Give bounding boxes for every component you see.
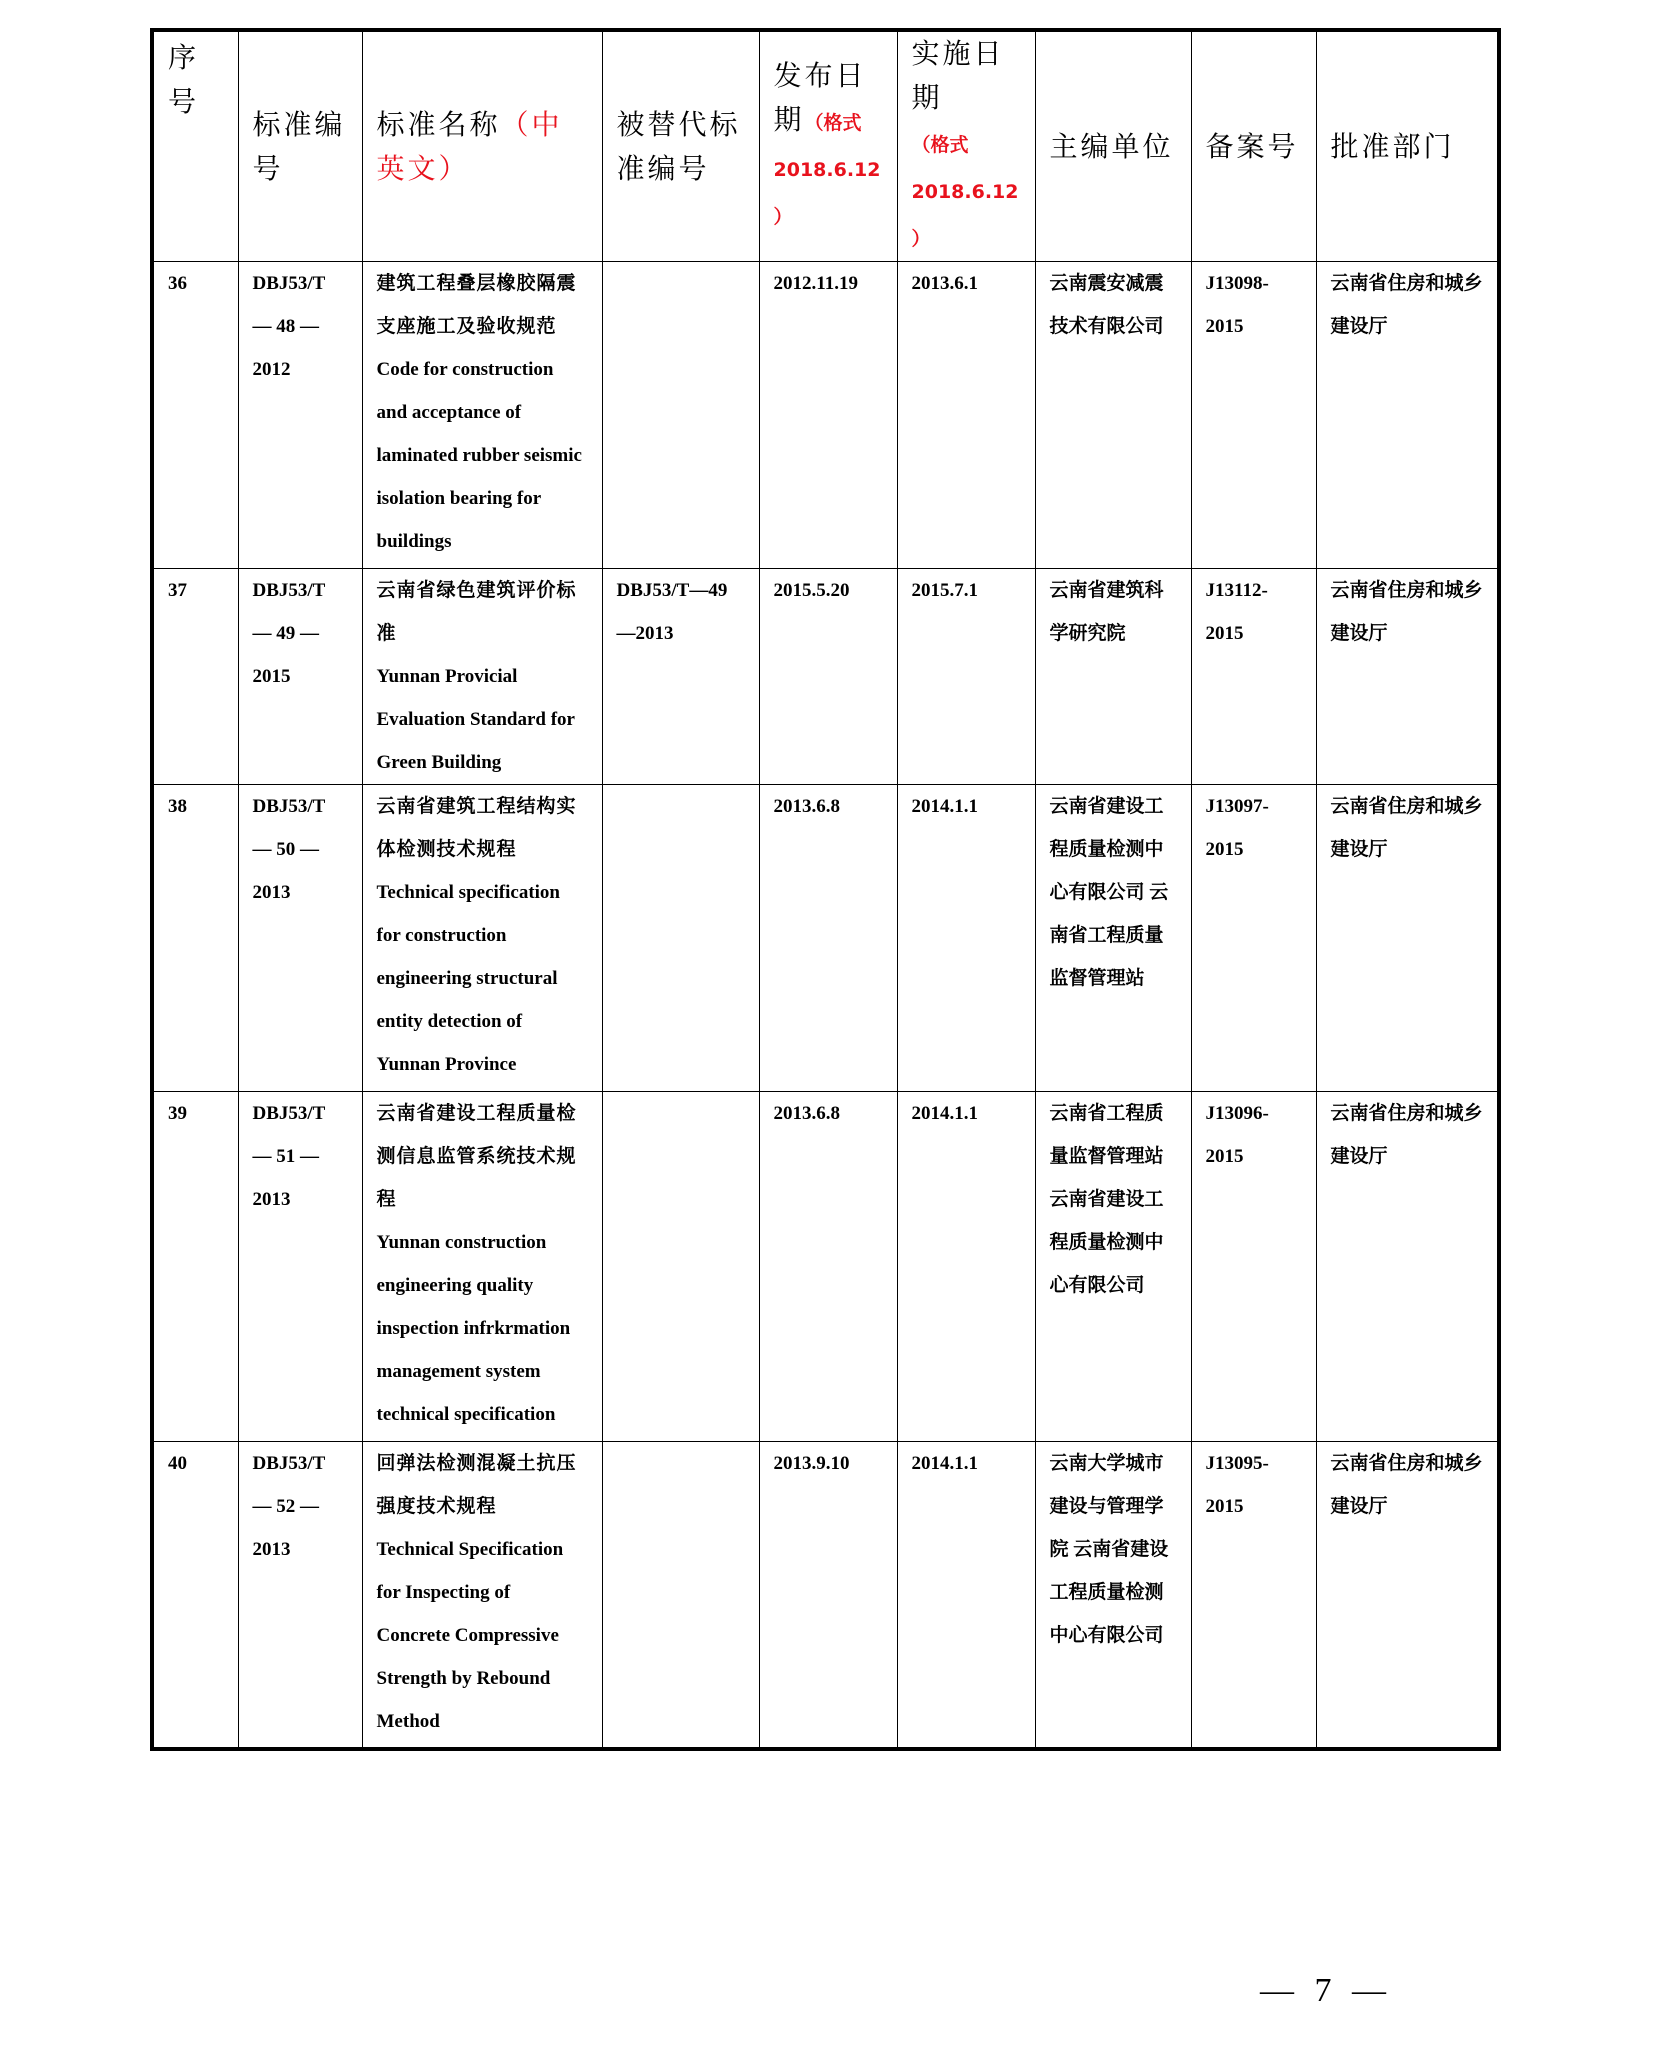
header-implement-label: 实施日期 xyxy=(911,37,1005,114)
name-en: Technical Specification for Inspecting of Concrete Compressive Strength by Rebound Method xyxy=(376,1539,564,1732)
replaced-cell: DBJ53/T—49—2013 xyxy=(602,569,759,785)
seq-cell: 39 xyxy=(152,1092,238,1442)
header-implement-note: （格式2018.6.12） xyxy=(911,134,1019,250)
replaced-cell xyxy=(602,1442,759,1749)
seq-cell: 36 xyxy=(152,262,238,569)
header-editor: 主编单位 xyxy=(1035,30,1191,262)
code-cell xyxy=(238,1442,362,1749)
code-cell xyxy=(238,1092,362,1442)
seq-cell: 37 xyxy=(152,569,238,785)
code-cell xyxy=(238,262,362,569)
editor-cell: 云南省建设工程质量检测中心有限公司 云南省工程质量监督管理站 xyxy=(1035,785,1191,1092)
record-cell: J13112-2015 xyxy=(1191,569,1316,785)
code-line: DBJ53/T xyxy=(252,796,326,817)
implement-cell: 2014.1.1 xyxy=(897,1092,1035,1442)
code-cell xyxy=(238,569,362,785)
table-row xyxy=(152,569,1499,785)
name-cn: 回弹法检测混凝土抗压强度技术规程 xyxy=(376,1452,577,1517)
publish-cell: 2015.5.20 xyxy=(759,569,897,785)
header-code: 标准编号 xyxy=(238,30,362,262)
name-cell xyxy=(362,569,602,785)
code-line: 2013 xyxy=(252,882,291,903)
publish-cell: 2012.11.19 xyxy=(759,262,897,569)
code-line: — 48 — xyxy=(252,316,319,337)
name-cn: 建筑工程叠层橡胶隔震支座施工及验收规范 xyxy=(376,272,577,337)
approver-cell: 云南省住房和城乡建设厅 xyxy=(1316,785,1499,1092)
record-cell: J13098-2015 xyxy=(1191,262,1316,569)
standards-table xyxy=(150,28,1501,1751)
name-en: Technical specification for construction engineering structural entity detection of Yunnan Province xyxy=(376,882,560,1075)
publish-cell: 2013.9.10 xyxy=(759,1442,897,1749)
replaced-cell xyxy=(602,262,759,569)
name-cn: 云南省绿色建筑评价标准 xyxy=(376,579,577,644)
record-cell: J13097-2015 xyxy=(1191,785,1316,1092)
table-row xyxy=(152,1442,1499,1749)
editor-cell: 云南省工程质量监督管理站 云南省建设工程质量检测中心有限公司 xyxy=(1035,1092,1191,1442)
name-en: Yunnan construction engineering quality inspection infrkrmation management system technical specification xyxy=(376,1232,571,1425)
name-cell xyxy=(362,262,602,569)
table-row xyxy=(152,1092,1499,1442)
header-publish xyxy=(759,30,897,262)
record-cell: J13096-2015 xyxy=(1191,1092,1316,1442)
approver-cell: 云南省住房和城乡建设厅 xyxy=(1316,1442,1499,1749)
header-name-note: （中英文） xyxy=(376,107,563,185)
header-publish-label: 发布日期 xyxy=(773,59,867,136)
name-cell xyxy=(362,785,602,1092)
replaced-cell xyxy=(602,785,759,1092)
implement-cell: 2014.1.1 xyxy=(897,1442,1035,1749)
seq-cell: 38 xyxy=(152,785,238,1092)
code-line: — 49 — xyxy=(252,623,319,644)
editor-cell: 云南大学城市建设与管理学院 云南省建设工程质量检测中心有限公司 xyxy=(1035,1442,1191,1749)
implement-cell: 2013.6.1 xyxy=(897,262,1035,569)
record-cell: J13095-2015 xyxy=(1191,1442,1316,1749)
approver-cell: 云南省住房和城乡建设厅 xyxy=(1316,1092,1499,1442)
editor-cell: 云南省建筑科学研究院 xyxy=(1035,569,1191,785)
code-line: — 52 — xyxy=(252,1496,319,1517)
code-line: 2012 xyxy=(252,359,291,380)
code-line: — 51 — xyxy=(252,1146,319,1167)
code-line: DBJ53/T xyxy=(252,273,326,294)
publish-cell: 2013.6.8 xyxy=(759,1092,897,1442)
table-row xyxy=(152,785,1499,1092)
seq-cell: 40 xyxy=(152,1442,238,1749)
header-row xyxy=(152,30,1499,262)
publish-cell: 2013.6.8 xyxy=(759,785,897,1092)
code-line: DBJ53/T xyxy=(252,1103,326,1124)
replaced-cell xyxy=(602,1092,759,1442)
name-en: Yunnan Provicial Evaluation Standard for Green Building xyxy=(376,666,575,773)
code-cell xyxy=(238,785,362,1092)
implement-cell: 2015.7.1 xyxy=(897,569,1035,785)
name-cn: 云南省建设工程质量检测信息监管系统技术规程 xyxy=(376,1102,577,1210)
code-line: 2015 xyxy=(252,666,291,687)
name-cn: 云南省建筑工程结构实体检测技术规程 xyxy=(376,795,577,860)
header-publish-note: （格式2018.6.12） xyxy=(773,112,881,228)
approver-cell: 云南省住房和城乡建设厅 xyxy=(1316,262,1499,569)
header-record: 备案号 xyxy=(1191,30,1316,262)
code-line: 2013 xyxy=(252,1189,291,1210)
implement-cell: 2014.1.1 xyxy=(897,785,1035,1092)
page-number: — 7 — xyxy=(1260,1972,1392,2009)
approver-cell: 云南省住房和城乡建设厅 xyxy=(1316,569,1499,785)
code-line: DBJ53/T xyxy=(252,580,326,601)
code-line: — 50 — xyxy=(252,839,319,860)
name-cell xyxy=(362,1442,602,1749)
header-approver: 批准部门 xyxy=(1316,30,1499,262)
table-row xyxy=(152,262,1499,569)
code-line: 2013 xyxy=(252,1539,291,1560)
editor-cell: 云南震安减震技术有限公司 xyxy=(1035,262,1191,569)
header-replaced: 被替代标准编号 xyxy=(602,30,759,262)
header-seq: 序号 xyxy=(152,30,238,262)
header-name xyxy=(362,30,602,262)
name-en: Code for construction and acceptance of laminated rubber seismic isolation bearing for buildings xyxy=(376,359,582,552)
code-line: DBJ53/T xyxy=(252,1453,326,1474)
header-implement xyxy=(897,30,1035,262)
header-name-label: 标准名称 xyxy=(376,107,501,141)
name-cell xyxy=(362,1092,602,1442)
